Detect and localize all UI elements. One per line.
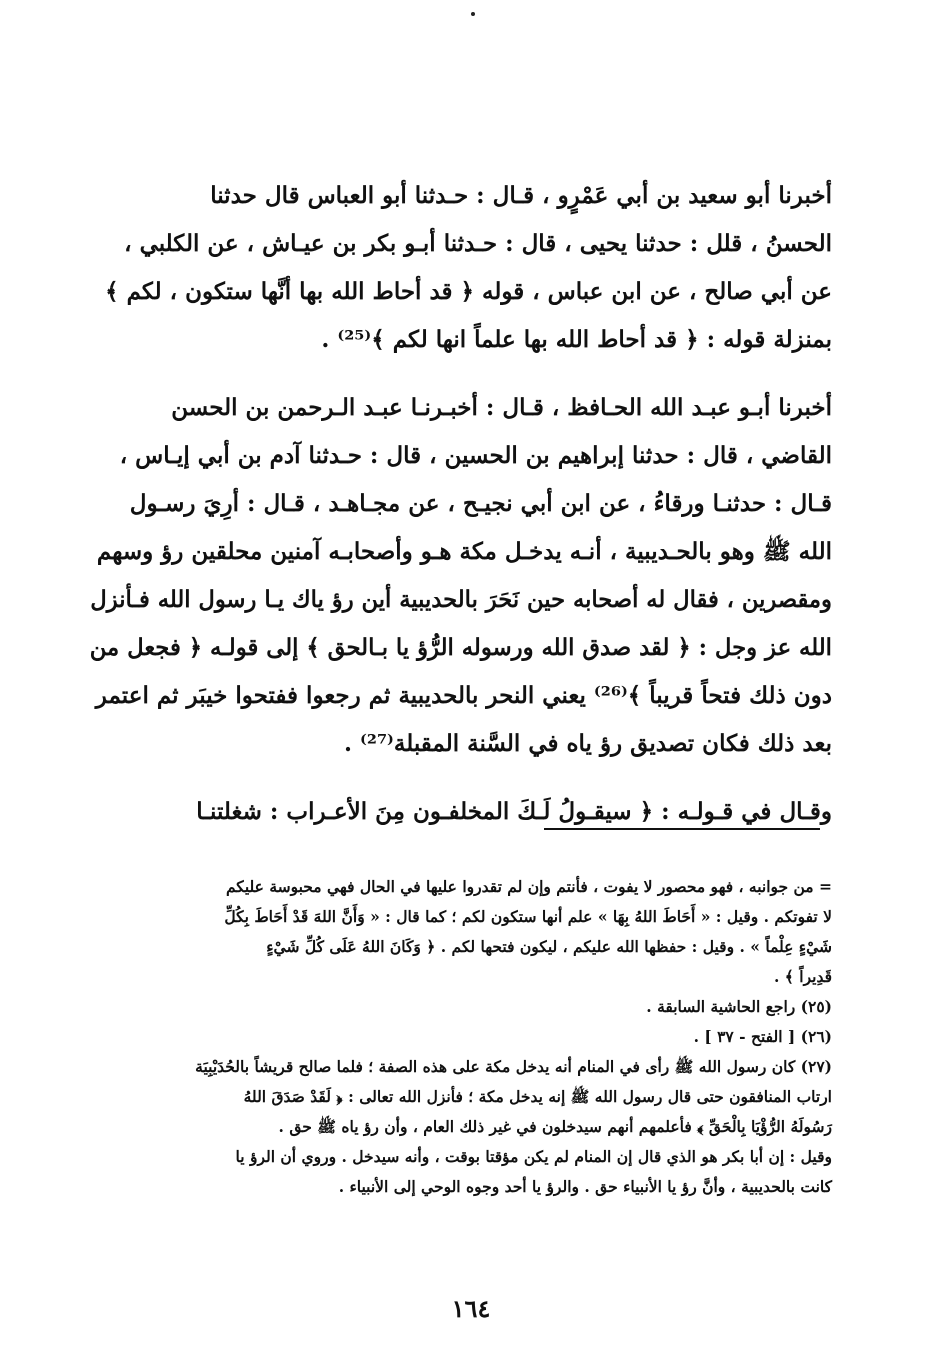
footnote-25 — [90, 992, 832, 1022]
text-line: قـال : حدثنـا ورقاءُ ، عن ابن أبي نجيـح ، عن مجـاهـد ، قـال : أرِيَ رسـول — [129, 490, 832, 517]
footnote-line: كانت بالحديبية ، وأنَّ رؤ يا الأنبياء حق . والرؤ يا أحد وجوه الوحي إلى الأنبياء . — [338, 1177, 832, 1196]
footnote-line: شَيْءٍ عِلْماً » . وقيل : حفظها الله عليكم ، ليكون فتحها لكم . ﴿ وَكَانَ اللهُ عَلَى كُلِّ شَيْءٍ — [266, 937, 832, 956]
text-line: الله عز وجل : ﴿ لقد صدق الله ورسوله الرُّؤ يا بـالحق ﴾ إلى قولـه ﴿ فجعل من — [89, 634, 832, 661]
footnote-line: (٢٦) [ الفتح - ٣٧ ] . — [693, 1027, 832, 1046]
footnote-line: ارتاب المنافقون حتى قال رسول الله ﷺ إنه يدخل مكة ؛ فأنزل الله تعالى : ﴿ لَقَدْ صَدَقَ اللهُ — [243, 1087, 832, 1106]
text-line: الله ﷺ وهو بالحـديبية ، أنـه يدخـل مكة هـو وأصحابـه آمنين محلقين رؤ وسهم — [96, 538, 832, 565]
footnote-line: قَدِيراً ﴾ . — [774, 967, 832, 986]
text-line: أخبرنا أبو سعيد بن أبي عَمْرٍو ، قـال : حـدثنا أبو العباس قال حدثنا — [210, 182, 832, 209]
text-line: ومقصرين ، فقال له أصحابه حين نَحَرَ بالحديبية أين رؤ ياك يـا رسول الله فـأنزل — [90, 586, 833, 613]
text-line: الحسنُ ، قلل : حدثنا يحيى ، قال : حـدثنا أبـو بكر بن عيـاش ، عن الكلبي ، — [124, 230, 832, 257]
page-number: ١٦٤ — [451, 1294, 491, 1323]
footnote-line: (٢٧) كان رسول الله ﷺ رأى في المنام أنه يدخل مكة على هذه الصفة ؛ فلما صالح قريشاً بالحُدَيْبِيَة — [195, 1057, 832, 1076]
footnote-line: وقيل : إن أبا بكر هو الذي قال إن المنام لم يكن مؤقتا بوقت ، وأنه سيدخل . وروي أن الرؤ يا — [235, 1147, 832, 1166]
text-line: بمنزلة قوله : ﴿ قد أحاط الله بها علماً انها لكم ﴾⁽²⁵⁾ . — [321, 326, 832, 353]
footnote-line: رَسُولَهُ الرُّؤْيَا بِالْحَقِّ ﴾ فأعلمهم أنهم سيدخلون في غير ذلك العام ، وأن رؤ ياه ﷺ حق . — [278, 1117, 832, 1136]
footnote-27 — [90, 1052, 832, 1202]
footnote-line: لا تفوتكم . وقيل : « أَحَاطَ اللهُ بِهَا » علم أنها ستكون لكم ؛ كما قال : « وَأَنَّ اللهَ قَدْ أَحَاطَ بِكُلِّ — [224, 907, 832, 926]
paragraph-2 — [90, 384, 832, 768]
footnote-continuation — [90, 872, 832, 992]
footnotes — [90, 872, 832, 1202]
footnote-26 — [90, 1022, 832, 1052]
text-line: القاضي ، قال : حدثنا إبراهيم بن الحسين ، قال : حـدثنا آدم بن أبي إيـاس ، — [119, 442, 832, 469]
text-line: بعد ذلك فكان تصديق رؤ ياه في السَّنة المقبلة⁽²⁷⁾ . — [344, 730, 832, 757]
footnote-line: = من جوانبه ، فهو محصور لا يفوت ، فأنتم وإن لم تقدروا عليها في الحال فهي محبوسة عليكم — [225, 877, 832, 896]
text-line: أخبرنا أبـو عبـد الله الحـافظ ، قـال : أخبـرنـا عبـد الـرحمن بن الحسن — [171, 394, 832, 421]
paragraph-1 — [90, 172, 832, 364]
scan-speck — [471, 12, 475, 16]
text-line: وقـال في قـولـه : ﴿ سيقـولُ لَـكَ المخلفـون مِنَ الأعـراب : شغلتنـا — [196, 798, 832, 825]
footnote-separator — [544, 828, 820, 830]
footnote-line: (٢٥) راجع الحاشية السابقة . — [646, 997, 832, 1016]
main-text — [90, 172, 832, 856]
text-line: عن أبي صالح ، عن ابن عباس ، قوله ﴿ قد أحاط الله بها أنَّها ستكون ، لكم ﴾ — [105, 278, 832, 305]
text-line: دون ذلك فتحاً قريباً ﴾⁽²⁶⁾ يعني النحر بالحديبية ثم رجعوا ففتحوا خيبَر ثم اعتمر — [95, 682, 832, 709]
